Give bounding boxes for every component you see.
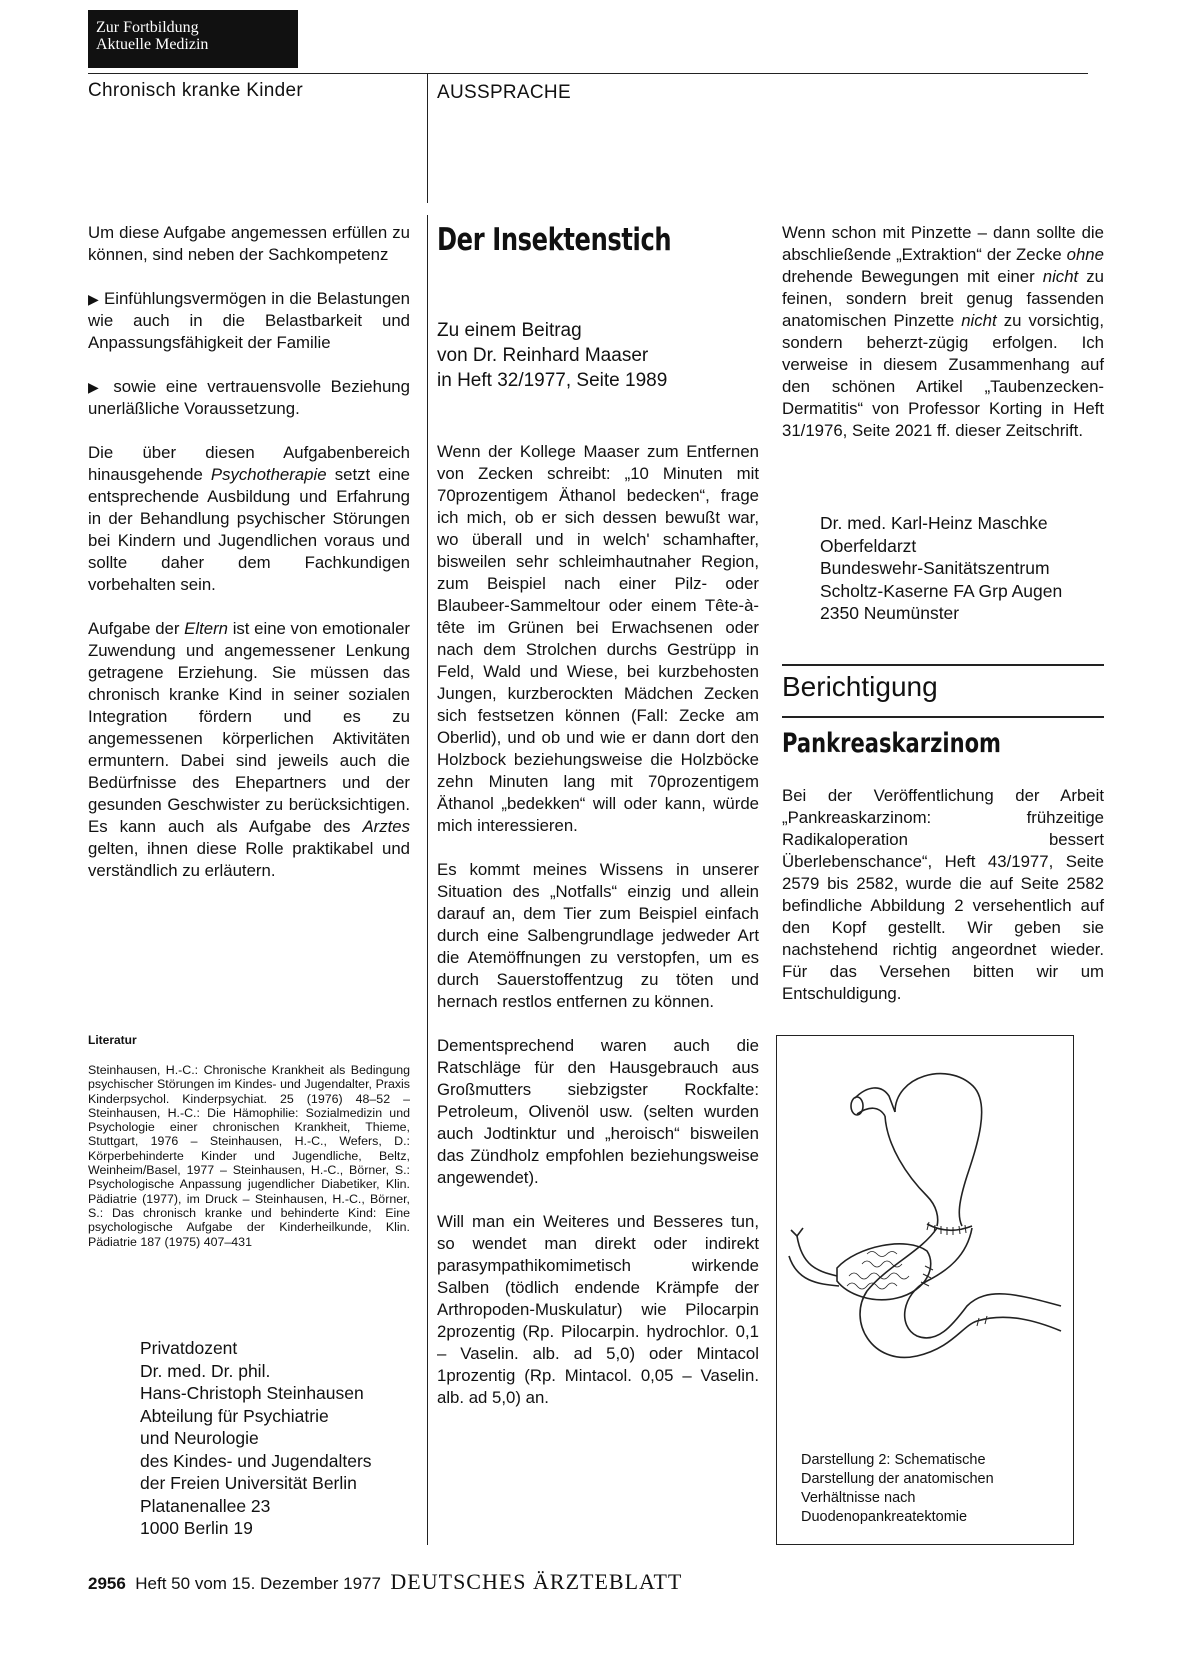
issue-info: Heft 50 vom 15. Dezember 1977 xyxy=(135,1574,381,1593)
article-subtitle: Zu einem Beitrag von Dr. Reinhard Maaser in Heft 32/1977, Seite 1989 xyxy=(437,320,668,391)
column-divider xyxy=(427,215,428,1545)
triangle-bullet-icon: ▶ xyxy=(88,379,104,395)
journal-name: DEUTSCHES ÄRZTEBLATT xyxy=(390,1569,683,1594)
berichtigung-rule-2 xyxy=(782,716,1104,718)
rubric-left: Chronisch kranke Kinder xyxy=(88,80,303,101)
figure-box xyxy=(776,1035,1074,1545)
middle-paragraph-3: Dementsprechend waren auch die Ratschläge für den Hausgebrauch aus Großmutters siebzigster Rockfalte: Petroleum, Olivenöl usw. (selten wurden auch Jodtinktur und „heroisch“ bisweilen das Zündholz empfohlen beziehungsweise angewendet). xyxy=(437,1036,759,1187)
right-column xyxy=(782,222,1104,464)
page-number: 2956 xyxy=(88,1574,126,1593)
left-paragraph-2: Die über diesen Aufgabenbereich hinausgehende Psychotherapie setzt eine entsprechende Ausbildung und Erfahrung in der Behandlung psychischer Störungen bei Kindern und Jugendlichen voraus und sollte daher dem Fachkundigen vorbehalten sein. xyxy=(88,443,410,594)
left-bullet-1: ▶ Einfühlungsvermögen in die Belastungen wie auch in die Belastbarkeit und Anpassungsfähigkeit der Familie xyxy=(88,289,410,352)
middle-paragraph-2: Es kommt meines Wissens in unserer Situation des „Notfalls“ einzig und allein darauf an, dem Tier zum Beispiel einfach durch eine Salbengrundlage jedweder Art die Atemöffnungen zu verstopfen, um es durch Sauerstoffentzug zu töten und hernach restlos entfernen zu können. xyxy=(437,860,759,1011)
article-title: Der Insektenstich xyxy=(437,222,672,258)
badge-line-1: Zur Fortbildung xyxy=(96,19,199,36)
berichtigung-rule xyxy=(782,664,1104,666)
triangle-bullet-icon: ▶ xyxy=(88,291,100,307)
pankreas-title: Pankreaskarzinom xyxy=(782,728,1001,759)
left-paragraph-1: Um diese Aufgabe angemessen erfüllen zu können, sind neben der Sachkompetenz xyxy=(88,223,410,264)
middle-column xyxy=(437,441,759,1431)
page-footer xyxy=(88,1569,682,1595)
right-paragraph-1: Wenn schon mit Pinzette – dann sollte die abschließende „Extraktion“ der Zecke ohne drehende Bewegungen mit einer nicht zu feinen, sondern breit genug fassenden anatomischen Pinzette nicht zu vorsichtig, sondern beherzt-zügig erfolgen. Ich verweise in diesem Zusammenhang auf den schönen Artikel „Taubenzecken-Dermatitis“ von Professor Korting in Heft 31/1976, Seite 2021 ff. dieser Zeitschrift. xyxy=(782,223,1105,440)
literature-heading: Literatur xyxy=(88,1033,137,1047)
left-bullet-2: ▶ sowie eine vertrauensvolle Beziehung unerläßliche Voraussetzung. xyxy=(88,377,410,418)
rubric-right: AUSSPRACHE xyxy=(437,82,571,103)
middle-paragraph-4: Will man ein Weiteres und Besseres tun, so wendet man direkt oder indirekt parasympathikomimetisch wirkende Salben (tödlich endende Krämpfe der Arthropoden-Muskulatur) wie Pilocarpin 2prozentig (Rp. Pilocarpin. hydrochlor. 0,1 – Vaselin. alb. ad 5,0) oder Mintacol 1prozentig (Rp. Mintacol. 0,05 – Vaselin. alb. ad 5,0) an. xyxy=(437,1212,759,1407)
figure-caption: Darstellung 2: Schematische Darstellung der anatomischen Verhältnisse nach Duodenopankreatektomie xyxy=(801,1452,994,1525)
header-divider xyxy=(427,73,428,203)
section-badge xyxy=(88,10,298,68)
pankreas-text: Bei der Veröffentlichung der Arbeit „Pankreaskarzinom: frühzeitige Radikaloperation bessert Überlebenschance“, Heft 43/1977, Seite 2579 bis 2582, wurde die auf Seite 2582 befindliche Abbildung 2 versehentlich auf den Kopf gestellt. Wir geben sie nachstehend richtig angeordnet wieder. Für das Versehen bitten wir um Entschuldigung. xyxy=(782,786,1104,1003)
middle-paragraph-1: Wenn der Kollege Maaser zum Entfernen von Zecken schreibt: „10 Minuten mit 70prozentigem Äthanol bedecken“, frage ich mich, ob er sich dessen bewußt war, wo überall und in welch' schamhafter, bisweilen sehr schleimhautnaher Region, zum Beispiel nach einer Pilz- oder Blaubeer-Sammeltour oder einem Tête-à-tête im Grünen bei Erwachsenen oder nach dem Strolchen durchs Gestrüpp in Feld, Wald und Wiese, bei kurzbehosten Jungen, kurzberockten Mädchen Zecken sich festsetzen können (Fall: Zecke am Oberlid), und ob und wie er dann dort den Holzbock beziehungsweise die Holzböcke zehn Minuten lang mit 70prozentigem Äthanol „bedekken“ will oder kann, würde mich interessieren. xyxy=(437,442,759,835)
right-author-address: Dr. med. Karl-Heinz Maschke Oberfeldarzt Bundeswehr-Sanitätszentrum Scholtz-Kaserne FA Grp Augen 2350 Neumünster xyxy=(820,513,1063,623)
left-column xyxy=(88,222,410,904)
badge-line-2: Aktuelle Medizin xyxy=(96,36,209,53)
literature-text: Steinhausen, H.-C.: Chronische Krankheit als Bedingung psychischer Störungen im Kindes- und Jugendalter, Praxis Kinderpsychol. Kinderpsychiat. 25 (1976) 48–52 – Steinhausen, H.-C.: Die Hämophilie: Sozialmedizin und Psychologie einer chronischen Krankheit, Thieme, Stuttgart, 1976 – Steinhausen, H.-C., Wefers, D.: Körperbehinderte Kinder und Jugendliche, Beltz, Weinheim/Basel, 1977 – Steinhausen, H.-C., Börner, S.: Psychologische Anpassung jugendlicher Diabetiker, Klin. Pädiatrie (1977), im Druck – Steinhausen, H.-C., Börner, S.: Das chronisch kranke und behinderte Kind: Eine psychologische Aufgabe der Kinderheilkunde, Klin. Pädiatrie 187 (1975) 407–431 xyxy=(88,1063,410,1249)
anatomy-illustration xyxy=(777,1036,1073,1436)
header-rule xyxy=(88,73,1088,74)
left-author-address: Privatdozent Dr. med. Dr. phil. Hans-Christoph Steinhausen Abteilung für Psychiatrie und Neurologie des Kindes- und Jugendalters der Freien Universität Berlin Platanenallee 23 1000 Berlin 19 xyxy=(140,1338,372,1538)
berichtigung-heading: Berichtigung xyxy=(782,671,938,702)
left-paragraph-3: Aufgabe der Eltern ist eine von emotionaler Zuwendung und angemessener Lenkung getragene Erziehung. Sie müssen das chronisch kranke Kind in seiner sozialen Integration fördern und es zu angemessenen körperlichen Aktivitäten ermuntern. Dabei sind jeweils auch die Bedürfnisse des Ehepartners und der gesunden Geschwister zu berücksichtigen. Es kann auch als Aufgabe des Arztes gelten, ihnen diese Rolle praktikabel und verständlich zu erläutern. xyxy=(88,619,410,880)
